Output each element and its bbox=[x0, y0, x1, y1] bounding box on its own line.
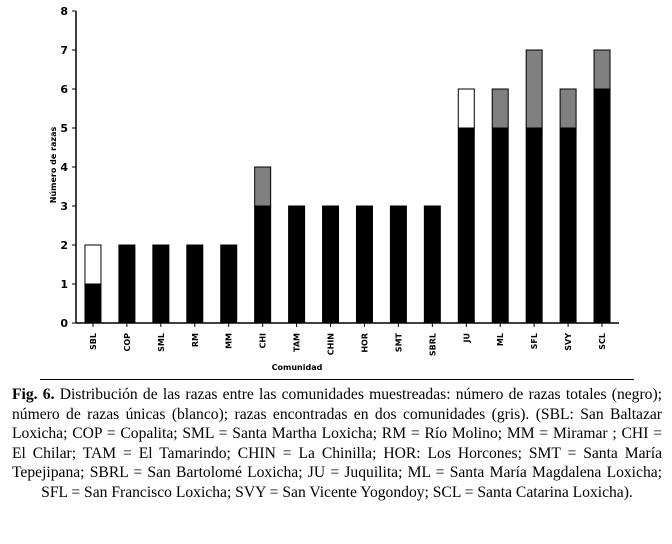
y-tick-label: 2 bbox=[60, 239, 68, 252]
bar-segment-negro-JU bbox=[458, 128, 474, 323]
y-tick-label: 1 bbox=[60, 278, 68, 291]
bar-segment-blanco-JU bbox=[458, 89, 474, 128]
bar-segment-negro-SML bbox=[153, 245, 169, 323]
x-tick-label: SFL bbox=[530, 333, 540, 350]
x-tick-label: SBL bbox=[88, 333, 98, 350]
x-tick-label: JU bbox=[462, 333, 472, 343]
x-tick-label: SCL bbox=[598, 333, 608, 350]
figure-caption bbox=[12, 385, 662, 502]
caption-divider bbox=[40, 379, 634, 380]
bar-segment-gris-SVY bbox=[560, 89, 576, 128]
x-tick-label: TAM bbox=[292, 333, 302, 352]
bar-segment-negro-CHIN bbox=[323, 206, 339, 323]
bar-segment-gris-ML bbox=[492, 89, 508, 128]
bar-segment-negro-RM bbox=[187, 245, 203, 323]
bar-segment-negro-SCL bbox=[594, 89, 610, 323]
y-tick-label: 3 bbox=[60, 200, 68, 213]
x-axis-title: Comunidad bbox=[271, 363, 323, 372]
figure-label: Fig. 6. bbox=[12, 386, 55, 403]
x-tick-label: SML bbox=[156, 333, 166, 352]
y-tick-label: 0 bbox=[60, 317, 68, 330]
bar-segment-negro-CHI bbox=[255, 206, 271, 323]
bar-segment-negro-SMT bbox=[390, 206, 406, 323]
x-tick-label: ML bbox=[496, 333, 506, 347]
bar-segment-negro-TAM bbox=[289, 206, 305, 323]
bar-segment-gris-SCL bbox=[594, 50, 610, 89]
x-tick-label: SMT bbox=[394, 333, 404, 353]
y-tick-label: 6 bbox=[60, 83, 68, 96]
bar-segment-blanco-SBL bbox=[85, 245, 101, 284]
bar-segment-negro-SBRL bbox=[424, 206, 440, 323]
x-tick-label: RM bbox=[190, 333, 200, 348]
x-tick-label: HOR bbox=[360, 333, 370, 353]
y-tick-label: 7 bbox=[60, 44, 68, 57]
bar-segment-gris-CHI bbox=[255, 167, 271, 206]
y-tick-label: 4 bbox=[60, 161, 68, 174]
x-tick-label: CHI bbox=[258, 333, 268, 349]
bar-segment-negro-MM bbox=[221, 245, 237, 323]
bar-segment-negro-COP bbox=[119, 245, 135, 323]
bar-segment-negro-SBL bbox=[85, 284, 101, 323]
x-tick-label: SVY bbox=[564, 333, 574, 351]
y-axis-title: Número de razas bbox=[49, 126, 58, 204]
x-tick-label: MM bbox=[224, 333, 234, 349]
bar-segment-gris-SFL bbox=[526, 50, 542, 128]
x-tick-label: CHIN bbox=[326, 333, 336, 356]
bar-segment-negro-ML bbox=[492, 128, 508, 323]
x-tick-label: SBRL bbox=[428, 333, 438, 357]
caption-text: Distribución de las razas entre las comunidades muestreadas: número de razas totales (negro); número de razas únicas (blanco); razas encontradas en dos comunidades (gris). (SBL: San Baltazar Loxicha; COP = Copalita; SML = Santa Martha Loxicha; RM = Río Molino; MM = Miramar ; CHI = El Chilar; TAM = El Tamarindo; CHIN = La Chinilla; HOR: Los Horcones; SMT = Santa María Tepejipana; SBRL = San Bartolomé Loxicha; JU = Juquilita; ML = Santa María Magdalena Loxicha; SFL = San Francisco Loxicha; SVY = San Vicente Yogondoy; SCL = Santa Catarina Loxicha). bbox=[12, 386, 662, 501]
x-tick-label: COP bbox=[122, 333, 132, 352]
bar-segment-negro-SFL bbox=[526, 128, 542, 323]
bar-segment-negro-SVY bbox=[560, 128, 576, 323]
y-tick-label: 8 bbox=[60, 5, 68, 18]
bar-segment-negro-HOR bbox=[356, 206, 372, 323]
y-tick-label: 5 bbox=[60, 122, 68, 135]
bars-layer bbox=[85, 50, 610, 323]
